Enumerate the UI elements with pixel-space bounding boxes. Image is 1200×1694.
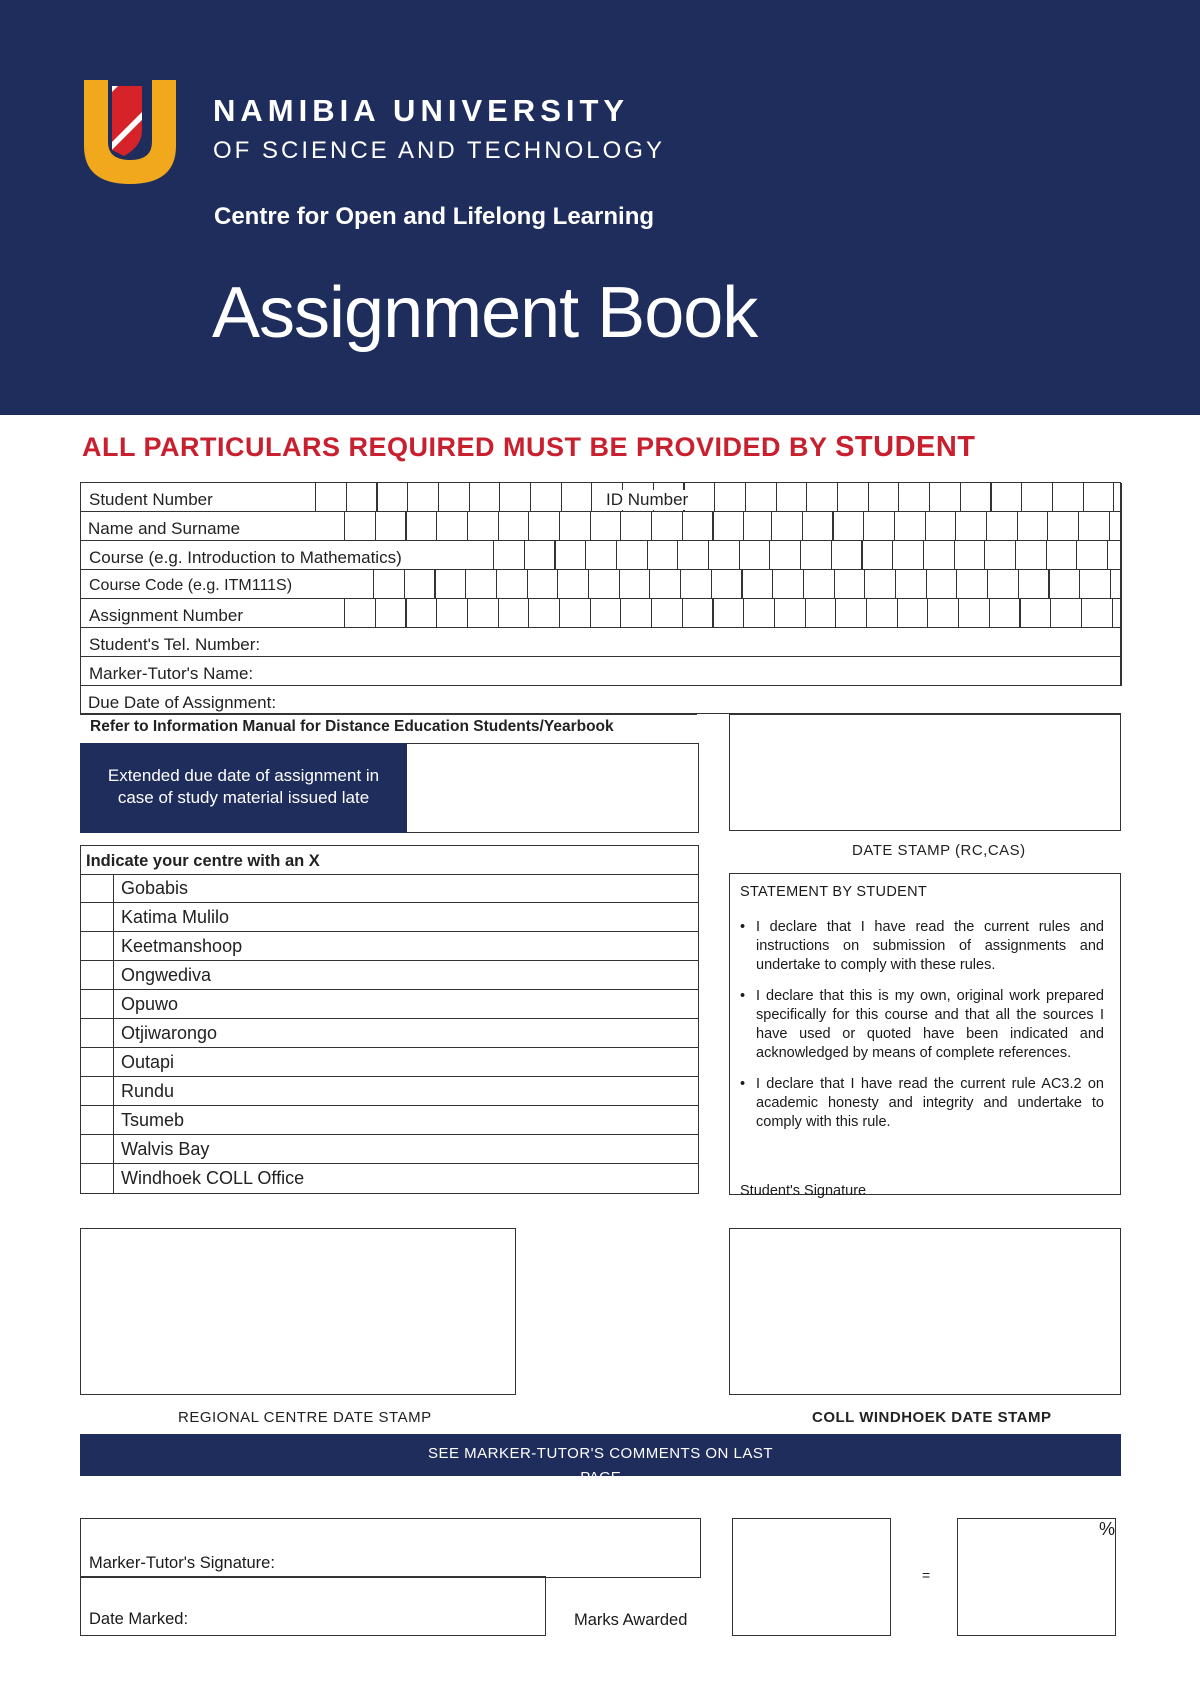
centre-name-label: Walvis Bay <box>121 1139 210 1159</box>
centre-option[interactable] <box>80 961 699 990</box>
page-title: Assignment Book <box>212 273 758 353</box>
university-logo-icon <box>80 76 180 188</box>
grid-line <box>861 541 862 570</box>
centre-name-label: Ongwediva <box>121 965 212 985</box>
centre-name-label: Opuwo <box>121 994 179 1014</box>
centre-checkbox[interactable] <box>80 1106 114 1134</box>
grid-line <box>1107 541 1108 570</box>
date-marked-box[interactable] <box>80 1576 546 1636</box>
grid-line <box>465 570 466 599</box>
centre-checkbox[interactable] <box>80 990 114 1018</box>
banner-text-continued: PAGE <box>580 1469 621 1486</box>
grid-line <box>499 483 500 512</box>
centre-option[interactable] <box>80 1048 699 1077</box>
grid-line <box>805 599 806 628</box>
grid-line <box>954 541 955 570</box>
grid-line <box>530 483 531 512</box>
grid-line <box>469 483 470 512</box>
marks-awarded-label: Marks Awarded <box>574 1611 688 1629</box>
grid-line <box>559 512 560 541</box>
grid-line <box>561 483 562 512</box>
percent-sign: % <box>1098 1519 1115 1539</box>
grid-line <box>745 483 746 512</box>
centre-name-label: Tsumeb <box>121 1110 185 1130</box>
grid-line <box>863 512 864 541</box>
grid-line <box>956 570 957 599</box>
centre-checkbox[interactable] <box>80 1135 114 1163</box>
grid-line <box>989 599 990 628</box>
grid-line <box>803 570 804 599</box>
grid-line <box>682 599 683 628</box>
centres-heading: Indicate your centre with an X <box>86 852 320 870</box>
centre-checkbox[interactable] <box>80 903 114 931</box>
course-code-label: Course Code (e.g. ITM111S) <box>89 577 296 595</box>
university-name: NAMIBIA UNIVERSITY <box>213 93 630 128</box>
grid-line <box>1021 483 1022 512</box>
grid-line <box>774 599 775 628</box>
grid-line <box>1017 512 1018 541</box>
student-number-label: Student Number <box>89 490 217 510</box>
grid-line <box>346 483 347 512</box>
grid-line <box>743 512 744 541</box>
grid-line <box>1019 599 1020 628</box>
grid-line <box>496 570 497 599</box>
grid-line <box>559 599 560 628</box>
grid-line <box>407 483 408 512</box>
equals-sign: = <box>922 1567 931 1583</box>
date-marked-label: Date Marked: <box>89 1610 189 1628</box>
grid-line <box>651 512 652 541</box>
grid-line <box>405 599 406 628</box>
grid-line <box>739 541 740 570</box>
grid-line <box>772 570 773 599</box>
grid-line <box>712 599 713 628</box>
grid-line <box>743 599 744 628</box>
grid-line <box>834 570 835 599</box>
grid-line <box>493 541 494 570</box>
centre-checkbox[interactable] <box>80 1164 114 1193</box>
grid-line <box>620 512 621 541</box>
grid-line <box>375 599 376 628</box>
refer-note: Refer to Information Manual for Distance Education Students/Yearbook <box>90 718 614 735</box>
grid-line <box>1078 512 1079 541</box>
grid-line <box>1018 570 1019 599</box>
centre-option[interactable] <box>80 1135 699 1164</box>
course-label: Course (e.g. Introduction to Mathematics) <box>89 548 406 568</box>
grid-line <box>1048 570 1049 599</box>
centre-option[interactable] <box>80 903 699 932</box>
marker-signature-box[interactable] <box>80 1518 701 1578</box>
grid-line <box>436 512 437 541</box>
centre-option[interactable] <box>80 1019 699 1048</box>
grid-line <box>1113 483 1114 512</box>
grid-line <box>926 570 927 599</box>
statement-box <box>729 873 1121 1199</box>
date-stamp-box[interactable] <box>729 714 1121 831</box>
grid-line <box>955 512 956 541</box>
grid-line <box>554 541 555 570</box>
grid-line <box>585 541 586 570</box>
extended-due-date-label: Extended due date of assignment in case of study material issued late <box>80 743 407 833</box>
coll-stamp-caption: COLL WINDHOEK DATE STAMP <box>812 1409 1052 1426</box>
centre-name-label: Otjiwarongo <box>121 1023 218 1043</box>
grid-line <box>438 483 439 512</box>
grid-line <box>837 483 838 512</box>
grid-line <box>868 483 869 512</box>
grid-line <box>373 570 374 599</box>
grid-line <box>769 541 770 570</box>
centre-name-label: Windhoek COLL Office <box>121 1168 305 1188</box>
statement-point: • I declare that this is my own, original work prepared specifically for this course and that all the sources I have used or quoted have been indicated and acknowledged by means of complete references. <box>740 987 1104 1063</box>
grid-line <box>590 512 591 541</box>
regional-stamp-box[interactable] <box>80 1228 516 1395</box>
grid-line <box>984 541 985 570</box>
university-subname: OF SCIENCE AND TECHNOLOGY <box>213 137 665 164</box>
grid-line <box>498 599 499 628</box>
grid-line <box>677 541 678 570</box>
grid-line <box>649 570 650 599</box>
extended-due-date-box[interactable] <box>80 743 699 833</box>
grid-line <box>898 483 899 512</box>
comments-banner <box>80 1434 1121 1486</box>
grid-line <box>344 512 345 541</box>
grid-line <box>806 483 807 512</box>
grid-line <box>897 599 898 628</box>
grid-line <box>680 570 681 599</box>
particulars-form <box>80 482 1121 714</box>
centre-checkbox[interactable] <box>80 961 114 989</box>
centre-checkbox[interactable] <box>80 874 114 902</box>
grid-line <box>708 541 709 570</box>
percent-box[interactable] <box>957 1518 1116 1636</box>
grid-line <box>651 599 652 628</box>
required-notice: ALL PARTICULARS REQUIRED MUST BE PROVIDED BY STUDENT <box>82 431 976 463</box>
marks-box[interactable] <box>732 1518 891 1636</box>
grid-line <box>524 541 525 570</box>
grid-line <box>528 512 529 541</box>
centre-name-label: Outapi <box>121 1052 175 1072</box>
grid-line <box>591 483 592 512</box>
grid-line <box>929 483 930 512</box>
statement-point: • I declare that I have read the current rule AC3.2 on academic honesty and integrity and undertake to comply with this rule. <box>740 1075 1104 1132</box>
grid-line <box>987 570 988 599</box>
grid-line <box>682 512 683 541</box>
regional-stamp-caption: REGIONAL CENTRE DATE STAMP <box>178 1409 432 1426</box>
grid-line <box>864 570 865 599</box>
grid-line <box>1050 599 1051 628</box>
grid-line <box>711 570 712 599</box>
grid-line <box>958 599 959 628</box>
grid-line <box>1083 483 1084 512</box>
grid-line <box>620 599 621 628</box>
grid-line <box>588 570 589 599</box>
centre-checkbox[interactable] <box>80 1048 114 1076</box>
grid-line <box>315 483 316 512</box>
grid-line <box>376 483 377 512</box>
centre-option[interactable] <box>80 990 699 1019</box>
grid-line <box>960 483 961 512</box>
name-surname-label: Name and Surname <box>88 519 244 539</box>
grid-line <box>892 541 893 570</box>
marker-name-label: Marker-Tutor's Name: <box>89 664 257 684</box>
grid-line <box>771 512 772 541</box>
grid-line <box>436 599 437 628</box>
grid-line <box>831 541 832 570</box>
grid-line <box>344 599 345 628</box>
centre-checkbox[interactable] <box>80 1077 114 1105</box>
centre-name-label: Gobabis <box>121 878 189 898</box>
grid-line <box>405 512 406 541</box>
centre-option[interactable] <box>80 932 699 961</box>
grid-line <box>1076 541 1077 570</box>
centre-option[interactable] <box>80 1106 699 1135</box>
grid-line <box>404 570 405 599</box>
grid-line <box>866 599 867 628</box>
centre-option[interactable] <box>80 874 699 903</box>
grid-line <box>1110 570 1111 599</box>
coll-stamp-box[interactable] <box>729 1228 1121 1395</box>
grid-line <box>498 512 499 541</box>
centre-checkbox[interactable] <box>80 932 114 960</box>
grid-line <box>616 541 617 570</box>
grid-line <box>800 541 801 570</box>
id-number-label: ID Number <box>603 490 692 510</box>
grid-line <box>895 570 896 599</box>
grid-line <box>647 541 648 570</box>
grid-line <box>467 599 468 628</box>
centre-checkbox[interactable] <box>80 1019 114 1047</box>
grid-line <box>990 483 991 512</box>
grid-line <box>375 512 376 541</box>
statement-heading: STATEMENT BY STUDENT <box>740 884 928 900</box>
centre-name: Centre for Open and Lifelong Learning <box>214 203 655 230</box>
grid-line <box>832 512 833 541</box>
grid-line <box>528 599 529 628</box>
grid-line <box>835 599 836 628</box>
grid-line <box>590 599 591 628</box>
statement-point: • I declare that I have read the current rules and instructions on submission of assignments and undertake to comply with these rules. <box>740 918 1104 975</box>
grid-line <box>802 512 803 541</box>
grid-line <box>923 541 924 570</box>
due-date-label: Due Date of Assignment: <box>88 693 280 713</box>
grid-line <box>619 570 620 599</box>
centre-name-label: Rundu <box>121 1081 175 1101</box>
grid-line <box>1079 570 1080 599</box>
grid-line <box>1015 541 1016 570</box>
centre-option[interactable] <box>80 1077 699 1106</box>
grid-line <box>467 512 468 541</box>
marker-signature-label: Marker-Tutor's Signature: <box>89 1554 275 1572</box>
grid-line <box>527 570 528 599</box>
grid-line <box>741 570 742 599</box>
grid-line <box>1109 512 1110 541</box>
student-signature-label: Student's Signature <box>740 1183 867 1199</box>
centre-name-label: Keetmanshoop <box>121 936 243 956</box>
grid-line <box>1047 512 1048 541</box>
grid-line <box>776 483 777 512</box>
assignment-number-label: Assignment Number <box>89 606 247 626</box>
grid-line <box>557 570 558 599</box>
grid-line <box>1112 599 1113 628</box>
grid-line <box>1052 483 1053 512</box>
grid-line <box>714 483 715 512</box>
banner-text: SEE MARKER-TUTOR'S COMMENTS ON LAST <box>427 1445 774 1462</box>
grid-line <box>712 512 713 541</box>
centre-option[interactable] <box>80 1164 699 1193</box>
grid-line <box>925 512 926 541</box>
grid-line <box>927 599 928 628</box>
grid-line <box>1046 541 1047 570</box>
grid-line <box>894 512 895 541</box>
grid-line <box>986 512 987 541</box>
tel-number-label: Student's Tel. Number: <box>89 635 264 655</box>
grid-line <box>434 570 435 599</box>
centre-name-label: Katima Mulilo <box>121 907 230 927</box>
date-stamp-caption: DATE STAMP (RC,CAS) <box>852 842 1026 859</box>
grid-line <box>1081 599 1082 628</box>
